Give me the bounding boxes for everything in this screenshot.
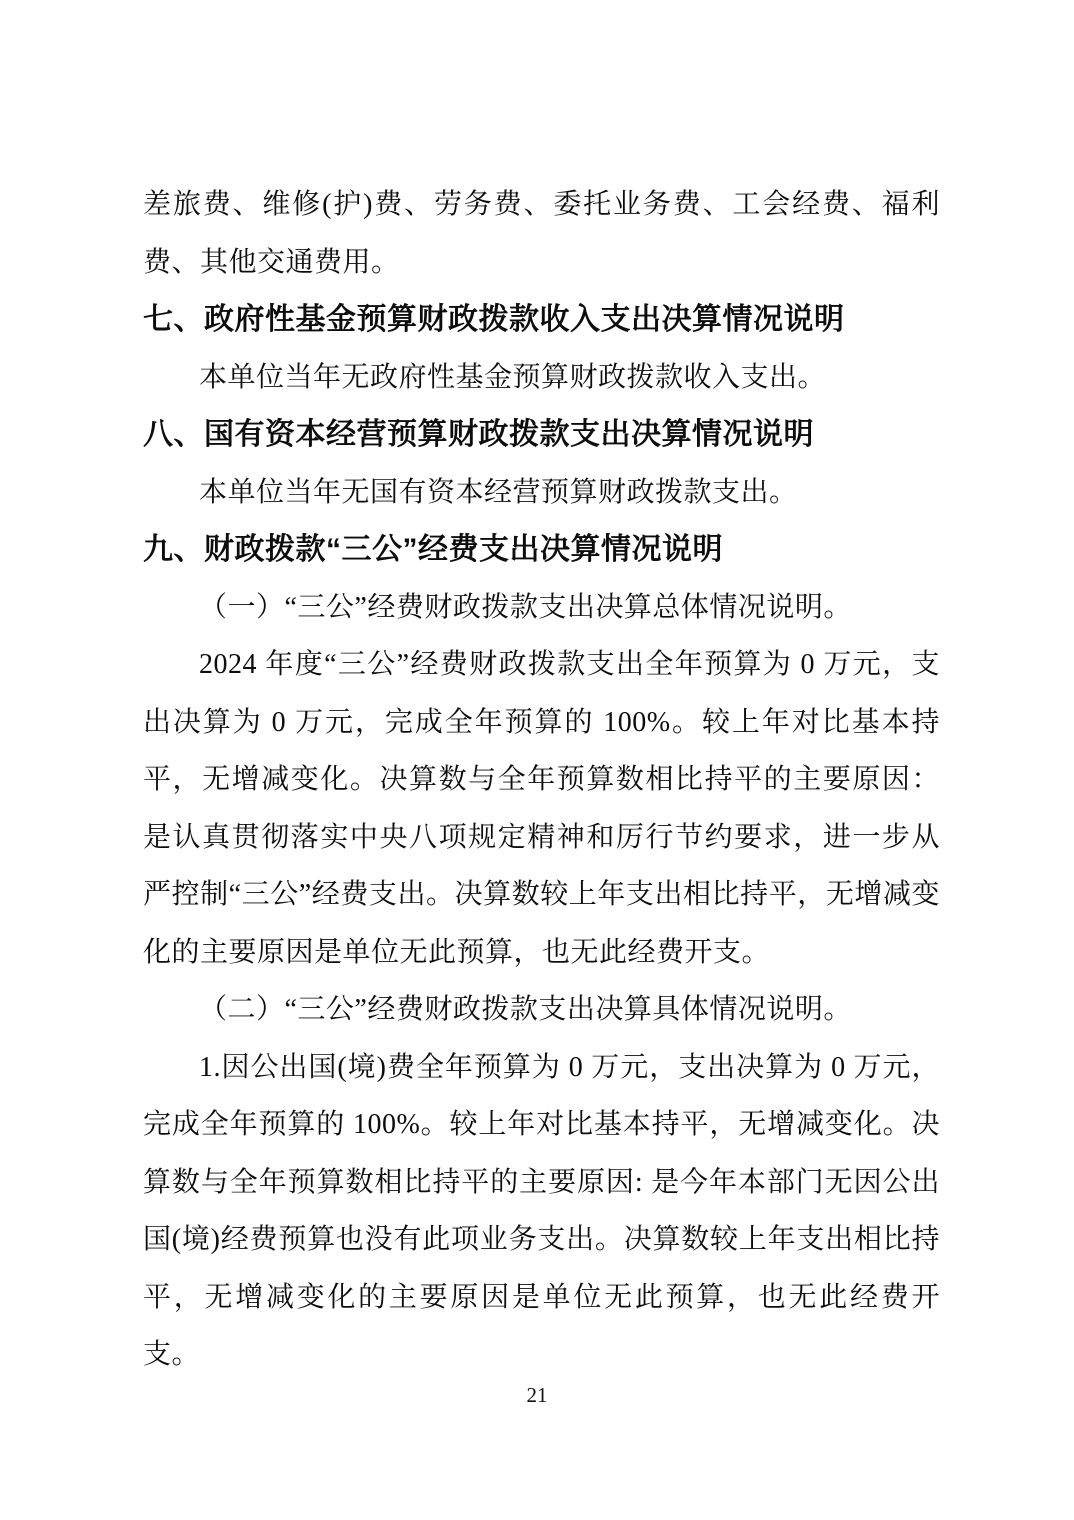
document-body bbox=[143, 176, 940, 1384]
paragraph-three-public-overall-detail: 2024 年度“三公”经费财政拨款支出全年预算为 0 万元，支出决算为 0 万元，完成全年预算的 100%。较上年对比基本持平，无增减变化。决算数与全年预算数相比持平的主要原因：是认真贯彻落实中央八项规定精神和厉行节约要求，进一步从严控制“三公”经费支出。决算数较上年支出相比持平，无增减变化的主要原因是单位无此预算，也无此经费开支。 bbox=[143, 649, 940, 968]
paragraph-no-gov-fund-expenditure: 本单位当年无政府性基金预算财政拨款收入支出。 bbox=[199, 361, 827, 393]
heading-section-seven-gov-fund-budget: 七、政府性基金预算财政拨款收入支出决算情况说明 bbox=[143, 303, 845, 336]
heading-section-eight-state-capital-budget: 八、国有资本经营预算财政拨款支出决算情况说明 bbox=[143, 418, 814, 451]
paragraph-three-public-overall-title: （一）“三公”经费财政拨款支出决算总体情况说明。 bbox=[199, 591, 852, 623]
page-number: 21 bbox=[526, 1383, 548, 1407]
heading-section-nine-three-public-expenses: 九、财政拨款“三公”经费支出决算情况说明 bbox=[143, 533, 723, 566]
paragraph-three-public-specific-title: （二）“三公”经费财政拨款支出决算具体情况说明。 bbox=[199, 994, 852, 1025]
paragraph-overseas-travel-expenses-detail: 1.因公出国(境)费全年预算为 0 万元，支出决算为 0 万元，完成全年预算的 100%。较上年对比基本持平，无增减变化。决算数与全年预算数相比持平的主要原因: 是今年本部门无因公出国(境)经费预算也没有此项业务支出。决算数较上年支出相比持平，无增减变化的主要原因是单位无此预算，也无此经费开支。 bbox=[143, 1051, 940, 1370]
paragraph-no-state-capital-expenditure: 本单位当年无国有资本经营预算财政拨款支出。 bbox=[199, 476, 798, 508]
paragraph-other-transport-expenses: 差旅费、维修(护)费、劳务费、委托业务费、工会经费、福利费、其他交通费用。 bbox=[143, 189, 940, 278]
